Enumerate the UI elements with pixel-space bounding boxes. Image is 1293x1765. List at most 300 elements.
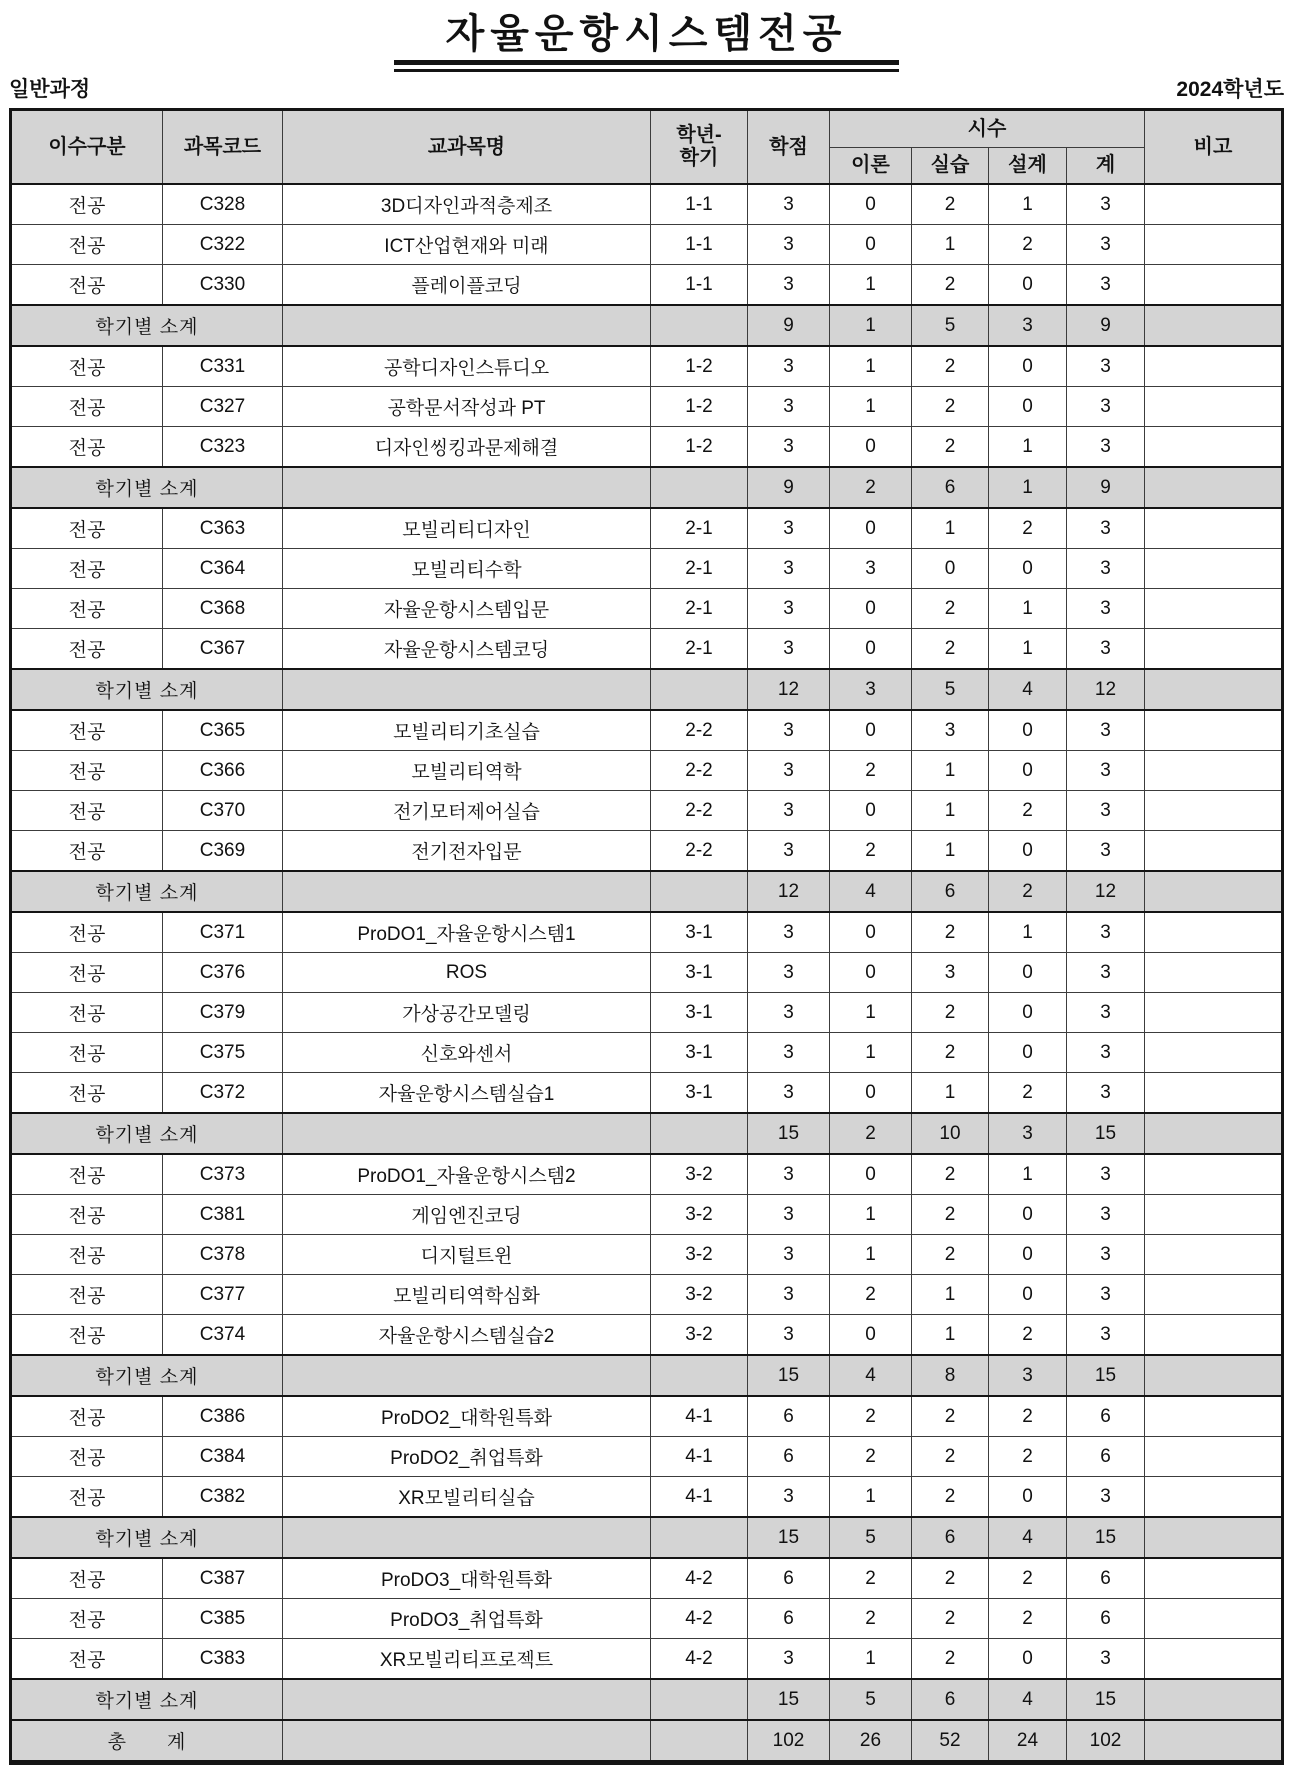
- design-hours-cell: 4: [988, 669, 1066, 710]
- course-row: [10, 751, 1282, 791]
- course-code-cell: C330: [162, 265, 282, 306]
- practice-hours-cell: 2: [911, 629, 988, 670]
- design-hours-cell: 1: [988, 589, 1066, 629]
- completion-cell: 전공: [10, 629, 162, 670]
- header-hours-group: 시수: [829, 110, 1144, 148]
- course-name-cell: 게임엔진코딩: [282, 1195, 650, 1235]
- theory-hours-cell: 2: [829, 1396, 911, 1437]
- credits-cell: 3: [747, 751, 829, 791]
- practice-hours-cell: 1: [911, 791, 988, 831]
- credits-cell: 12: [747, 669, 829, 710]
- empty-course-name-cell: [282, 871, 650, 912]
- remarks-cell: [1145, 184, 1283, 225]
- theory-hours-cell: 1: [829, 265, 911, 306]
- semester-cell: 1-1: [650, 225, 747, 265]
- total-hours-cell: 102: [1066, 1720, 1144, 1763]
- course-row: [10, 1477, 1282, 1518]
- credits-cell: 15: [747, 1113, 829, 1154]
- subtotal-row: [10, 1113, 1282, 1154]
- credits-cell: 3: [747, 346, 829, 387]
- practice-hours-cell: 2: [911, 1599, 988, 1639]
- total-hours-cell: 6: [1066, 1558, 1144, 1599]
- course-row: [10, 1154, 1282, 1195]
- theory-hours-cell: 0: [829, 184, 911, 225]
- credits-cell: 3: [747, 1275, 829, 1315]
- completion-cell: 전공: [10, 1275, 162, 1315]
- remarks-cell: [1145, 629, 1283, 670]
- course-name-cell: 3D디자인과적층제조: [282, 184, 650, 225]
- semester-cell: 3-2: [650, 1315, 747, 1356]
- practice-hours-cell: 1: [911, 1315, 988, 1356]
- design-hours-cell: 2: [988, 1558, 1066, 1599]
- theory-hours-cell: 3: [829, 549, 911, 589]
- course-code-cell: C387: [162, 1558, 282, 1599]
- semester-cell: 1-1: [650, 184, 747, 225]
- course-name-cell: XR모빌리티프로젝트: [282, 1639, 650, 1680]
- course-code-cell: C371: [162, 912, 282, 953]
- theory-hours-cell: 0: [829, 1315, 911, 1356]
- course-row: [10, 508, 1282, 549]
- theory-hours-cell: 1: [829, 387, 911, 427]
- remarks-cell: [1145, 1195, 1283, 1235]
- practice-hours-cell: 1: [911, 508, 988, 549]
- total-hours-cell: 3: [1066, 1154, 1144, 1195]
- remarks-cell: [1145, 1437, 1283, 1477]
- design-hours-cell: 0: [988, 1235, 1066, 1275]
- practice-hours-cell: 0: [911, 549, 988, 589]
- remarks-cell: [1145, 871, 1283, 912]
- total-hours-cell: 3: [1066, 387, 1144, 427]
- header-hours-practice: 실습: [911, 148, 988, 185]
- completion-cell: 전공: [10, 1073, 162, 1114]
- semester-cell: 2-2: [650, 751, 747, 791]
- design-hours-cell: 2: [988, 1599, 1066, 1639]
- theory-hours-cell: 0: [829, 1154, 911, 1195]
- course-name-cell: 모빌리티역학: [282, 751, 650, 791]
- theory-hours-cell: 1: [829, 1195, 911, 1235]
- header-year-semester-line2: 학기: [679, 147, 719, 170]
- design-hours-cell: 0: [988, 751, 1066, 791]
- course-table-body: [10, 184, 1282, 1763]
- table-header: [10, 110, 1282, 185]
- theory-hours-cell: 1: [829, 993, 911, 1033]
- total-hours-cell: 3: [1066, 346, 1144, 387]
- practice-hours-cell: 1: [911, 1275, 988, 1315]
- total-hours-cell: 3: [1066, 993, 1144, 1033]
- subtotal-label-cell: 학기별 소계: [10, 1355, 282, 1396]
- completion-cell: 전공: [10, 1477, 162, 1518]
- semester-cell: 1-2: [650, 387, 747, 427]
- course-row: [10, 184, 1282, 225]
- course-row: [10, 427, 1282, 468]
- remarks-cell: [1145, 669, 1283, 710]
- practice-hours-cell: 2: [911, 993, 988, 1033]
- credits-cell: 3: [747, 1033, 829, 1073]
- remarks-cell: [1145, 305, 1283, 346]
- course-code-cell: C328: [162, 184, 282, 225]
- course-name-cell: 신호와센서: [282, 1033, 650, 1073]
- empty-course-name-cell: [282, 1113, 650, 1154]
- practice-hours-cell: 6: [911, 467, 988, 508]
- completion-cell: 전공: [10, 1235, 162, 1275]
- credits-cell: 9: [747, 467, 829, 508]
- total-hours-cell: 3: [1066, 629, 1144, 670]
- total-hours-cell: 3: [1066, 953, 1144, 993]
- completion-cell: 전공: [10, 912, 162, 953]
- design-hours-cell: 2: [988, 1396, 1066, 1437]
- empty-semester-cell: [650, 1113, 747, 1154]
- course-name-cell: 모빌리티역학심화: [282, 1275, 650, 1315]
- total-row: [10, 1720, 1282, 1763]
- header-hours-total: 계: [1066, 148, 1144, 185]
- curriculum-table: [9, 108, 1284, 1765]
- page-title: 자율운항시스템전공: [445, 12, 848, 56]
- completion-cell: 전공: [10, 508, 162, 549]
- theory-hours-cell: 2: [829, 1113, 911, 1154]
- remarks-cell: [1145, 751, 1283, 791]
- design-hours-cell: 0: [988, 1195, 1066, 1235]
- credits-cell: 9: [747, 305, 829, 346]
- semester-cell: 4-2: [650, 1639, 747, 1680]
- course-row: [10, 387, 1282, 427]
- course-name-cell: 플레이플코딩: [282, 265, 650, 306]
- semester-cell: 1-1: [650, 265, 747, 306]
- empty-course-name-cell: [282, 1355, 650, 1396]
- empty-semester-cell: [650, 467, 747, 508]
- subtotal-row: [10, 467, 1282, 508]
- course-name-cell: XR모빌리티실습: [282, 1477, 650, 1518]
- credits-cell: 6: [747, 1437, 829, 1477]
- theory-hours-cell: 3: [829, 669, 911, 710]
- header-remarks: 비고: [1145, 110, 1283, 185]
- theory-hours-cell: 1: [829, 1639, 911, 1680]
- credits-cell: 3: [747, 1154, 829, 1195]
- practice-hours-cell: 2: [911, 265, 988, 306]
- design-hours-cell: 3: [988, 1113, 1066, 1154]
- credits-cell: 3: [747, 912, 829, 953]
- completion-cell: 전공: [10, 589, 162, 629]
- meta-row: [9, 78, 1284, 101]
- empty-course-name-cell: [282, 1517, 650, 1558]
- course-name-cell: ProDO3_대학원특화: [282, 1558, 650, 1599]
- remarks-cell: [1145, 1073, 1283, 1114]
- practice-hours-cell: 2: [911, 912, 988, 953]
- credits-cell: 6: [747, 1396, 829, 1437]
- credits-cell: 3: [747, 831, 829, 872]
- theory-hours-cell: 0: [829, 912, 911, 953]
- semester-cell: 3-2: [650, 1235, 747, 1275]
- semester-cell: 1-2: [650, 346, 747, 387]
- course-code-cell: C331: [162, 346, 282, 387]
- empty-semester-cell: [650, 871, 747, 912]
- header-row-top: [10, 110, 1282, 148]
- practice-hours-cell: 2: [911, 1639, 988, 1680]
- total-hours-cell: 3: [1066, 1275, 1144, 1315]
- design-hours-cell: 0: [988, 1477, 1066, 1518]
- course-code-cell: C327: [162, 387, 282, 427]
- remarks-cell: [1145, 710, 1283, 751]
- theory-hours-cell: 4: [829, 871, 911, 912]
- total-hours-cell: 6: [1066, 1396, 1144, 1437]
- course-row: [10, 1073, 1282, 1114]
- theory-hours-cell: 2: [829, 467, 911, 508]
- practice-hours-cell: 1: [911, 1073, 988, 1114]
- credits-cell: 3: [747, 791, 829, 831]
- course-row: [10, 912, 1282, 953]
- total-hours-cell: 9: [1066, 467, 1144, 508]
- practice-hours-cell: 2: [911, 184, 988, 225]
- remarks-cell: [1145, 508, 1283, 549]
- remarks-cell: [1145, 346, 1283, 387]
- design-hours-cell: 1: [988, 427, 1066, 468]
- remarks-cell: [1145, 467, 1283, 508]
- remarks-cell: [1145, 791, 1283, 831]
- course-code-cell: C383: [162, 1639, 282, 1680]
- credits-cell: 12: [747, 871, 829, 912]
- course-row: [10, 1275, 1282, 1315]
- completion-cell: 전공: [10, 993, 162, 1033]
- semester-cell: 1-2: [650, 427, 747, 468]
- header-hours-theory: 이론: [829, 148, 911, 185]
- header-year-semester: [650, 110, 747, 185]
- practice-hours-cell: 2: [911, 1154, 988, 1195]
- semester-cell: 2-2: [650, 831, 747, 872]
- subtotal-label-cell: 학기별 소계: [10, 871, 282, 912]
- semester-cell: 2-1: [650, 629, 747, 670]
- completion-cell: 전공: [10, 1599, 162, 1639]
- total-hours-cell: 3: [1066, 751, 1144, 791]
- design-hours-cell: 1: [988, 629, 1066, 670]
- practice-hours-cell: 5: [911, 305, 988, 346]
- subtotal-row: [10, 871, 1282, 912]
- theory-hours-cell: 1: [829, 305, 911, 346]
- practice-hours-cell: 6: [911, 871, 988, 912]
- theory-hours-cell: 0: [829, 225, 911, 265]
- header-credits: 학점: [747, 110, 829, 185]
- course-row: [10, 1033, 1282, 1073]
- design-hours-cell: 2: [988, 871, 1066, 912]
- theory-hours-cell: 0: [829, 791, 911, 831]
- design-hours-cell: 0: [988, 831, 1066, 872]
- design-hours-cell: 0: [988, 387, 1066, 427]
- completion-cell: 전공: [10, 1558, 162, 1599]
- subtotal-row: [10, 305, 1282, 346]
- completion-cell: 전공: [10, 1195, 162, 1235]
- course-name-cell: 디자인씽킹과문제해결: [282, 427, 650, 468]
- credits-cell: 3: [747, 427, 829, 468]
- remarks-cell: [1145, 1639, 1283, 1680]
- design-hours-cell: 0: [988, 710, 1066, 751]
- course-name-cell: 모빌리티수학: [282, 549, 650, 589]
- remarks-cell: [1145, 1477, 1283, 1518]
- credits-cell: 3: [747, 1315, 829, 1356]
- theory-hours-cell: 0: [829, 710, 911, 751]
- design-hours-cell: 1: [988, 1154, 1066, 1195]
- course-code-cell: C377: [162, 1275, 282, 1315]
- course-code-cell: C385: [162, 1599, 282, 1639]
- remarks-cell: [1145, 1355, 1283, 1396]
- semester-cell: 2-2: [650, 710, 747, 751]
- subtotal-row: [10, 1679, 1282, 1720]
- course-row: [10, 1558, 1282, 1599]
- semester-cell: 2-2: [650, 791, 747, 831]
- total-hours-cell: 6: [1066, 1599, 1144, 1639]
- practice-hours-cell: 1: [911, 225, 988, 265]
- credits-cell: 3: [747, 1073, 829, 1114]
- remarks-cell: [1145, 1720, 1283, 1763]
- course-code-cell: C367: [162, 629, 282, 670]
- total-hours-cell: 6: [1066, 1437, 1144, 1477]
- total-hours-cell: 3: [1066, 1477, 1144, 1518]
- course-name-cell: ICT산업현재와 미래: [282, 225, 650, 265]
- theory-hours-cell: 4: [829, 1355, 911, 1396]
- design-hours-cell: 0: [988, 953, 1066, 993]
- design-hours-cell: 0: [988, 346, 1066, 387]
- credits-cell: 3: [747, 387, 829, 427]
- total-hours-cell: 3: [1066, 225, 1144, 265]
- semester-cell: 3-2: [650, 1275, 747, 1315]
- practice-hours-cell: 1: [911, 751, 988, 791]
- completion-cell: 전공: [10, 831, 162, 872]
- completion-cell: 전공: [10, 1033, 162, 1073]
- design-hours-cell: 2: [988, 508, 1066, 549]
- total-label-cell: 총 계: [10, 1720, 282, 1763]
- subtotal-label-cell: 학기별 소계: [10, 669, 282, 710]
- empty-semester-cell: [650, 1679, 747, 1720]
- total-hours-cell: 15: [1066, 1679, 1144, 1720]
- course-name-cell: 공학디자인스튜디오: [282, 346, 650, 387]
- subtotal-label-cell: 학기별 소계: [10, 1517, 282, 1558]
- credits-cell: 3: [747, 1639, 829, 1680]
- course-row: [10, 1599, 1282, 1639]
- course-row: [10, 953, 1282, 993]
- empty-semester-cell: [650, 669, 747, 710]
- credits-cell: 3: [747, 549, 829, 589]
- credits-cell: 102: [747, 1720, 829, 1763]
- theory-hours-cell: 0: [829, 629, 911, 670]
- completion-cell: 전공: [10, 1437, 162, 1477]
- design-hours-cell: 1: [988, 912, 1066, 953]
- total-hours-cell: 3: [1066, 1195, 1144, 1235]
- credits-cell: 3: [747, 1195, 829, 1235]
- course-name-cell: 전기전자입문: [282, 831, 650, 872]
- course-name-cell: 자율운항시스템실습1: [282, 1073, 650, 1114]
- total-hours-cell: 3: [1066, 831, 1144, 872]
- course-type-label: 일반과정: [9, 78, 91, 101]
- semester-cell: 4-2: [650, 1558, 747, 1599]
- course-code-cell: C369: [162, 831, 282, 872]
- semester-cell: 2-1: [650, 549, 747, 589]
- total-hours-cell: 3: [1066, 1033, 1144, 1073]
- practice-hours-cell: 2: [911, 1558, 988, 1599]
- design-hours-cell: 0: [988, 993, 1066, 1033]
- theory-hours-cell: 2: [829, 831, 911, 872]
- practice-hours-cell: 2: [911, 1396, 988, 1437]
- subtotal-label-cell: 학기별 소계: [10, 1679, 282, 1720]
- course-code-cell: C382: [162, 1477, 282, 1518]
- design-hours-cell: 0: [988, 1639, 1066, 1680]
- course-name-cell: 전기모터제어실습: [282, 791, 650, 831]
- credits-cell: 3: [747, 225, 829, 265]
- course-row: [10, 1437, 1282, 1477]
- theory-hours-cell: 2: [829, 1275, 911, 1315]
- empty-course-name-cell: [282, 305, 650, 346]
- remarks-cell: [1145, 1235, 1283, 1275]
- course-row: [10, 225, 1282, 265]
- practice-hours-cell: 3: [911, 953, 988, 993]
- remarks-cell: [1145, 1275, 1283, 1315]
- completion-cell: 전공: [10, 953, 162, 993]
- subtotal-row: [10, 669, 1282, 710]
- completion-cell: 전공: [10, 1154, 162, 1195]
- course-name-cell: 자율운항시스템실습2: [282, 1315, 650, 1356]
- course-row: [10, 710, 1282, 751]
- empty-course-name-cell: [282, 669, 650, 710]
- remarks-cell: [1145, 589, 1283, 629]
- semester-cell: 3-1: [650, 1033, 747, 1073]
- practice-hours-cell: 2: [911, 1437, 988, 1477]
- remarks-cell: [1145, 265, 1283, 306]
- course-code-cell: C322: [162, 225, 282, 265]
- total-hours-cell: 12: [1066, 871, 1144, 912]
- practice-hours-cell: 2: [911, 1195, 988, 1235]
- course-name-cell: 공학문서작성과 PT: [282, 387, 650, 427]
- course-code-cell: C381: [162, 1195, 282, 1235]
- semester-cell: 3-1: [650, 1073, 747, 1114]
- credits-cell: 3: [747, 184, 829, 225]
- remarks-cell: [1145, 1599, 1283, 1639]
- remarks-cell: [1145, 1396, 1283, 1437]
- total-hours-cell: 3: [1066, 710, 1144, 751]
- theory-hours-cell: 0: [829, 508, 911, 549]
- total-hours-cell: 3: [1066, 1315, 1144, 1356]
- completion-cell: 전공: [10, 791, 162, 831]
- design-hours-cell: 0: [988, 265, 1066, 306]
- credits-cell: 3: [747, 993, 829, 1033]
- course-code-cell: C379: [162, 993, 282, 1033]
- course-row: [10, 831, 1282, 872]
- course-name-cell: 자율운항시스템코딩: [282, 629, 650, 670]
- credits-cell: 3: [747, 508, 829, 549]
- total-hours-cell: 15: [1066, 1355, 1144, 1396]
- total-hours-cell: 3: [1066, 549, 1144, 589]
- empty-semester-cell: [650, 305, 747, 346]
- course-row: [10, 1315, 1282, 1356]
- theory-hours-cell: 1: [829, 1235, 911, 1275]
- empty-semester-cell: [650, 1720, 747, 1763]
- academic-year-label: 2024학년도: [1176, 78, 1284, 101]
- course-row: [10, 549, 1282, 589]
- course-name-cell: ProDO2_대학원특화: [282, 1396, 650, 1437]
- credits-cell: 15: [747, 1679, 829, 1720]
- practice-hours-cell: 5: [911, 669, 988, 710]
- semester-cell: 3-1: [650, 912, 747, 953]
- theory-hours-cell: 0: [829, 953, 911, 993]
- semester-cell: 3-1: [650, 953, 747, 993]
- completion-cell: 전공: [10, 1315, 162, 1356]
- course-code-cell: C373: [162, 1154, 282, 1195]
- header-year-semester-line1: 학년-: [676, 124, 722, 147]
- course-row: [10, 346, 1282, 387]
- remarks-cell: [1145, 387, 1283, 427]
- total-hours-cell: 3: [1066, 1235, 1144, 1275]
- total-hours-cell: 3: [1066, 1073, 1144, 1114]
- course-row: [10, 589, 1282, 629]
- remarks-cell: [1145, 1033, 1283, 1073]
- course-name-cell: ProDO3_취업특화: [282, 1599, 650, 1639]
- semester-cell: 4-1: [650, 1396, 747, 1437]
- total-hours-cell: 3: [1066, 427, 1144, 468]
